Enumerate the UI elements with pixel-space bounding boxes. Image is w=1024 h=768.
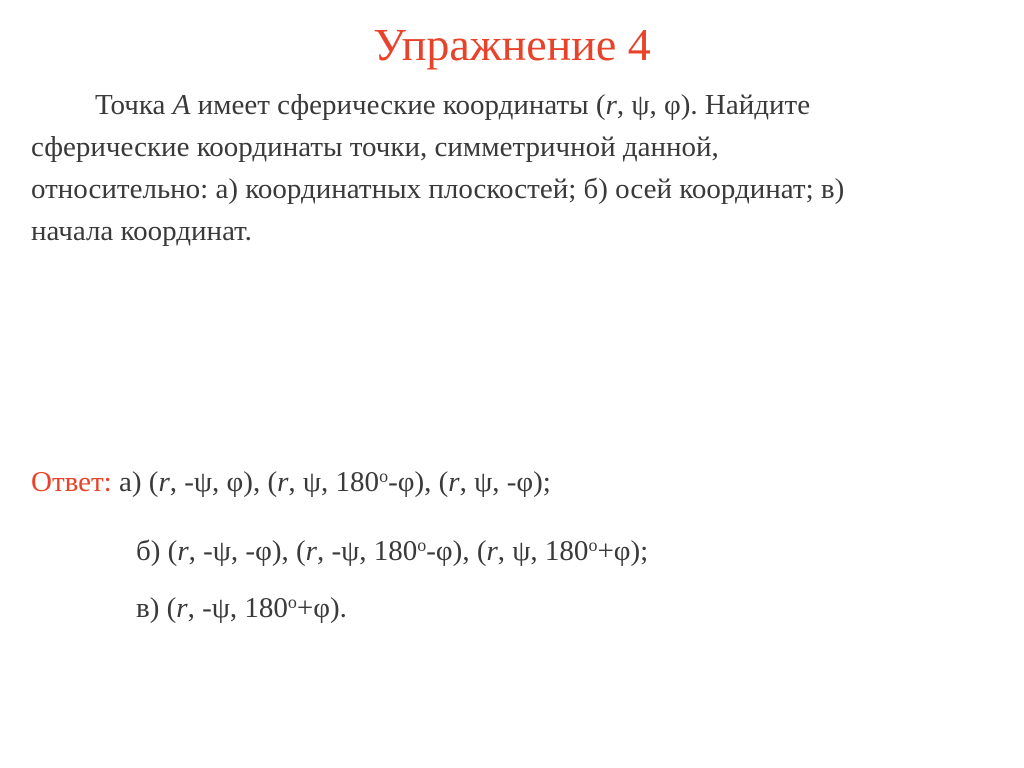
- answer-line-b: [136, 531, 648, 571]
- answer-text: в) (: [136, 592, 177, 624]
- answer-text: б) (: [136, 535, 178, 567]
- answer-text: , ψ, -φ);: [459, 466, 551, 498]
- answer-label: Ответ:: [31, 466, 112, 498]
- variable-r: r: [486, 535, 498, 567]
- answer-text: -φ), (: [426, 535, 487, 567]
- variable-r: r: [177, 535, 189, 567]
- problem-statement: [31, 84, 996, 252]
- problem-line-4: начала координат.: [31, 215, 252, 247]
- answer-line-c: [136, 588, 347, 628]
- variable-r: r: [158, 466, 170, 498]
- slide-title: Упражнение 4: [373, 19, 651, 70]
- variable-r: r: [605, 89, 617, 121]
- variable-r: r: [176, 592, 188, 624]
- variable-r: r: [448, 466, 460, 498]
- degree-sign: о: [287, 592, 297, 612]
- variable-r: r: [277, 466, 289, 498]
- variable-r: r: [305, 535, 317, 567]
- answer-line-a: [31, 462, 551, 502]
- degree-sign: о: [379, 466, 389, 486]
- answer-text: , -ψ, φ), (: [169, 466, 278, 498]
- degree-sign: о: [417, 535, 427, 555]
- problem-text: Точка: [95, 89, 173, 121]
- answer-text: , -ψ, 180: [187, 592, 288, 624]
- answer-text: , -ψ, -φ), (: [188, 535, 306, 567]
- answer-text: , ψ, 180: [288, 466, 380, 498]
- degree-sign: о: [588, 535, 598, 555]
- answer-text: -φ), (: [388, 466, 449, 498]
- problem-line-1: [31, 84, 996, 126]
- answer-text: +φ);: [597, 535, 649, 567]
- problem-text: имеет сферические координаты (: [190, 89, 606, 121]
- problem-line-3: относительно: а) координатных плоскостей; б) осей координат; в): [31, 173, 845, 205]
- point-name: A: [172, 89, 191, 121]
- answer-text: , ψ, 180: [497, 535, 589, 567]
- answer-text: +φ).: [296, 592, 347, 624]
- answer-text: , -ψ, 180: [316, 535, 418, 567]
- problem-text: , ψ, φ). Найдите: [616, 89, 811, 121]
- answer-text: а) (: [111, 466, 159, 498]
- problem-line-2: сферические координаты точки, симметричной данной,: [31, 131, 719, 163]
